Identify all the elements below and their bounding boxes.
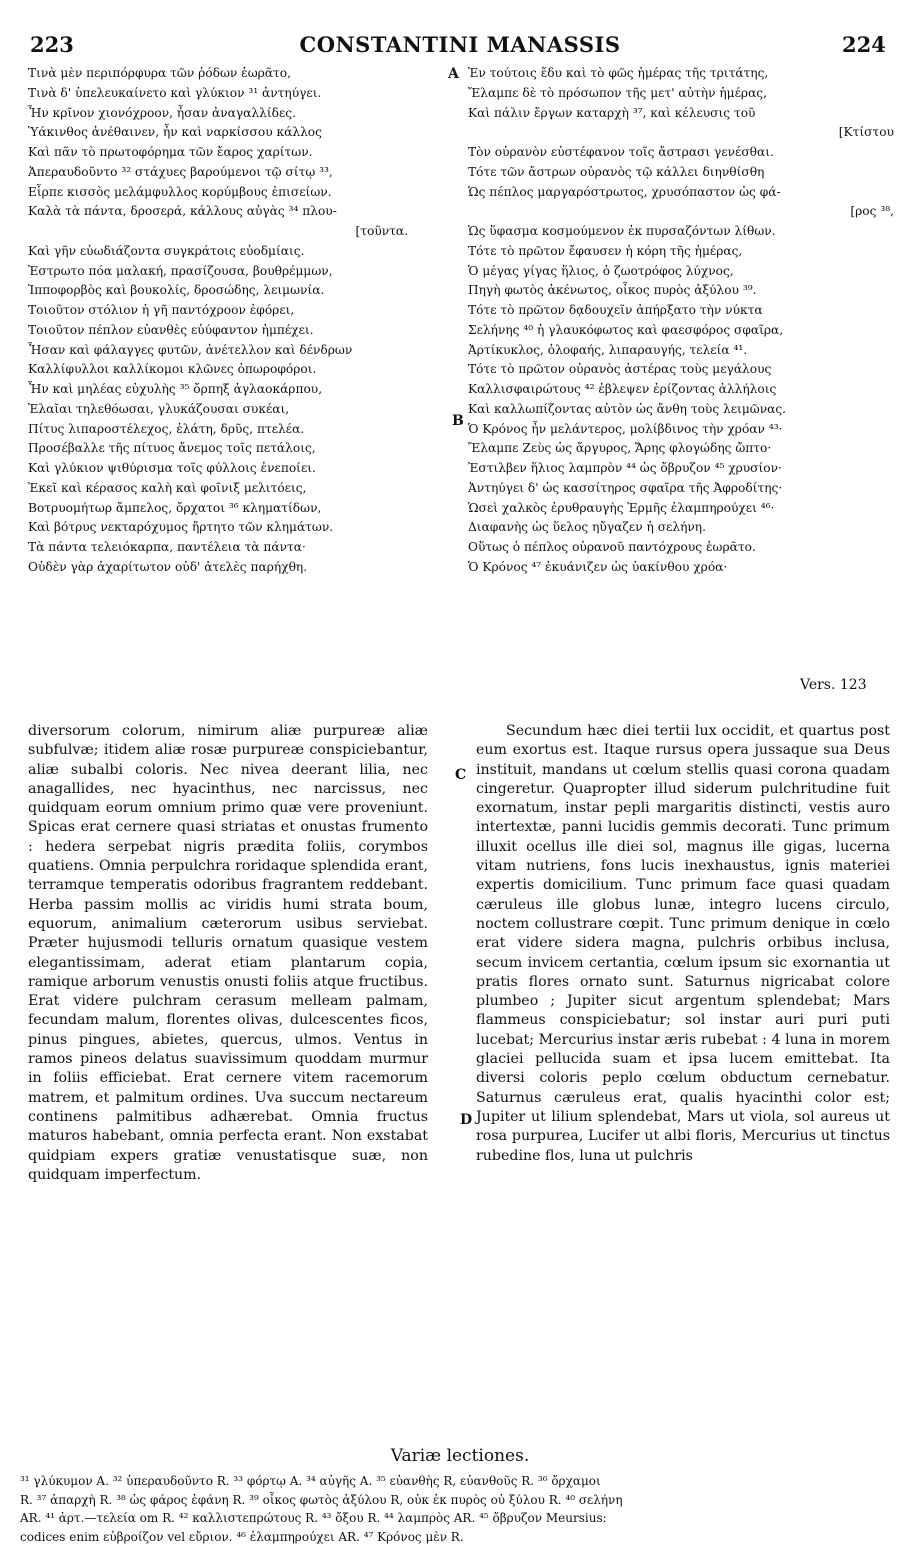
variant-note-line: R. ³⁷ ἀπαρχὴ R. ³⁸ ὡς φάρος ἐφάνη R. ³⁹ οἶκος φωτὸς ἀξύλου R, οὐκ ἐκ πυρὸς οὐ ξύλου R. ⁴⁰ σελήνη [20,1491,900,1510]
verse-line: Ἔλαμπε Ζεὺς ὡς ἄργυρος, Ἄρης φλογώδης ὤπτο· [468,439,900,459]
verse-line: Ὁ Κρόνος ⁴⁷ ἐκυάνιζεν ὡς ὑακίνθου χρόα· [468,558,900,578]
verse-line: [τοῦντα. [28,222,448,242]
margin-letter-a: A [448,66,459,82]
verse-line: Ὡσεὶ χαλκὸς ἐρυθραυγὴς Ἑρμῆς ἐλαμπηρούχει ⁴⁶· [468,499,900,519]
verse-line: [Κτίστου [468,123,900,143]
page-number-left: 223 [30,32,74,57]
variant-note-line: codices enim εὐβροίζον vel εὔριον. ⁴⁶ ἐλαμπηρούχει AR. ⁴⁷ Κρόνος μὲν R. [20,1528,900,1546]
verse-line: Καλὰ τὰ πάντα, δροσερά, κάλλους αὐγὰς ³⁴ πλου- [28,202,448,222]
verse-line: Πίτυς λιπαροστέλεχος, ἐλάτη, δρῦς, πτελέα. [28,420,448,440]
verse-line: Σελήνης ⁴⁰ ἡ γλαυκόφωτος καὶ φαεσφόρος σφαῖρα, [468,321,900,341]
verse-line: Ἀντηύγει δ' ὡς κασσίτηρος σφαῖρα τῆς Ἀφροδίτης· [468,479,900,499]
verse-line: Ἐστρωτο πόα μαλακή, πρασίζουσα, βουθρέμμων, [28,262,448,282]
verse-line: Ἦν καὶ μηλέας εὐχυλὴς ³⁵ ὄρπηξ ἀγλαοκάρπου, [28,380,448,400]
verse-line: Ἦν κρῖνον χιονόχροον, ἦσαν ἀναγαλλίδες. [28,104,448,124]
verse-line: Τινὰ δ' ὑπελευκαίνετο καὶ γλύκιον ³¹ ἀντηύγει. [28,84,448,104]
verse-line: Πηγὴ φωτὸς ἀκένωτος, οἶκος πυρὸς ἀξύλου ³⁹. [468,281,900,301]
verse-line: Καλλίφυλλοι καλλίκομοι κλῶνες ὀπωροφόροι. [28,360,448,380]
verse-line: Ἐκεῖ καὶ κέρασος καλὴ καὶ φοῖνιξ μελιτόεις, [28,479,448,499]
verse-line: Τότε τὸ πρῶτον οὐρανὸς ἀστέρας τοὺς μεγάλους [468,360,900,380]
verse-line: Ὑάκινθος ἀνέθαινεν, ἦν καὶ ναρκίσσου κάλλος [28,123,448,143]
greek-verse-right [468,64,900,578]
margin-letter-c: C [455,767,466,783]
verse-line: Προσέβαλλε τῆς πίτυος ἄνεμος τοῖς πετάλοις, [28,439,448,459]
verse-line: Ἱπποφορβὸς καὶ βουκολίς, δροσώδης, λειμωνία. [28,281,448,301]
variae-lectiones-notes [20,1472,900,1546]
variae-lectiones-title: Variæ lectiones. [0,1446,920,1466]
verse-line: [ρος ³⁸, [468,202,900,222]
verse-line: Τοιοῦτον στόλιον ἡ γῆ παντόχροον ἐφόρει, [28,301,448,321]
latin-paragraph-left: diversorum colorum, nimirum aliæ purpureæ aliæ subfulvæ; itidem aliæ rosæ purpureæ conspiciebantur, aliæ subalbi coloris. Nec nivea deerant lilia, nec anagallides, nec hyacinthus, nec narcissus, nec quidquam eorum omnium primo quæ vere proveniunt. Spicas erat cernere quasi striatas et onustas frumento : hedera serpebat nigris prædita foliis, corymbos quatiens. Omnia perpulchra roridaque splendida erant, terramque temperatis odoribus fragrantem reddebant. Herba passim mollis ac viridis humi strata boum, equorum, animalium cæterorum usibus serviebat. Præter hujusmodi telluris ornatum quasique vestem elegantissimam, aderat etiam plantarum copia, ramique arborum venustis onusti foliis atque fructibus. Erat videre pulchram cerasum melleam palmam, fecundam malum, florentes olivas, dulcescentes ficos, pinus pingues, abietes, quercus, ulmos. Ventus in ramos pineos delatus suavissimum quoddam murmur in foliis efficiebat. Erat cernere vitem racemorum matrem, et palmitum ordines. Uva succum nectareum continens palmitibus adhærebat. Omnia fructus maturos habebant, omnia perfecta erant. Non exstabat quidpiam expers gratiæ venustatisque suæ, non quidquam imperfectum. [28,722,428,1185]
verse-line: Ἀρτίκυκλος, ὁλοφαής, λιπαραυγής, τελεία ⁴¹. [468,341,900,361]
verse-line: Διαφανὴς ὡς ὕελος ηὔγαζεν ἡ σελήνη. [468,518,900,538]
verse-line: Καὶ γῆν εὐωδιάζοντα συγκράτοις εὐοδμίαις. [28,242,448,262]
verse-line: Ἦσαν καὶ φάλαγγες φυτῶν, ἀνέτελλον καὶ δένδρων [28,341,448,361]
verse-line: Τοιοῦτον πέπλον εὐανθὲς εὐύφαντον ἠμπέχει. [28,321,448,341]
verse-line: Ὁ μέγας γίγας ἥλιος, ὁ ζωοτρόφος λύχνος, [468,262,900,282]
variant-note-line: ³¹ γλύκυμον A. ³² ὑπεραυδοῦντο R. ³³ φόρτῳ A. ³⁴ αὐγῆς A. ³⁵ εὐανθὴς R, εὐανθοῦς R. ³⁶ ὄρχαμοι [20,1472,900,1491]
verse-line: Οὐδὲν γὰρ ἀχαρίτωτον οὐδ' ἀτελὲς παρήχθη. [28,558,448,578]
margin-letter-b: B [452,413,464,429]
verse-line: Τότε τῶν ἄστρων οὐρανὸς τῷ κάλλει διηνθίσθη [468,163,900,183]
verse-line: Βοτρυομήτωρ ἄμπελος, ὄρχατοι ³⁶ κληματίδων, [28,499,448,519]
verse-line: Ἀπεραυδοῦντο ³² στάχυες βαρούμενοι τῷ σίτῳ ³³, [28,163,448,183]
verse-line: Καὶ βότρυς νεκταρόχυμος ἤρτητο τῶν κλημάτων. [28,518,448,538]
verse-line: Ὡς ὕφασμα κοσμούμενον ἐκ πυρσαζόντων λίθων. [468,222,900,242]
page-number-right: 224 [842,32,886,57]
greek-verse-left [28,64,448,578]
latin-text-left [28,722,428,1185]
verse-line: Καὶ πάλιν ἔργων καταρχὴ ³⁷, καὶ κέλευσις τοῦ [468,104,900,124]
verse-line: Ἐν τούτοις ἔδυ καὶ τὸ φῶς ἡμέρας τῆς τριτάτης, [468,64,900,84]
verse-line: Τὰ πάντα τελειόκαρπα, παντέλεια τὰ πάντα· [28,538,448,558]
verse-line: Ὁ Κρόνος ἦν μελάντερος, μολίβδινος τὴν χρόαν ⁴³· [468,420,900,440]
verse-line: Εἷρπε κισσὸς μελάμφυλλος κορύμβους ἐπισείων. [28,183,448,203]
verse-line: Τότε τὸ πρῶτον ἔφαυσεν ἡ κόρη τῆς ἡμέρας, [468,242,900,262]
verse-line: Καὶ γλύκιον ψιθύρισμα τοῖς φύλλοις ἐνεποίει. [28,459,448,479]
verse-line: Τὸν οὐρανὸν εὐστέφανον τοῖς ἄστρασι γενέσθαι. [468,143,900,163]
verse-line: Οὕτως ὁ πέπλος οὐρανοῦ παντόχρους ἑωρᾶτο. [468,538,900,558]
verse-reference: Vers. 123 [800,676,867,695]
verse-line: Ἐστιλβεν ἥλιος λαμπρὸν ⁴⁴ ὡς ὄβρυζον ⁴⁵ χρυσίον· [468,459,900,479]
verse-line: Καλλισφαιρώτους ⁴² ἐβλεψεν ἐρίζοντας ἀλλήλοις [468,380,900,400]
running-title: CONSTANTINI MANASSIS [0,32,920,57]
latin-text-right [476,722,890,1166]
variant-note-line: AR. ⁴¹ ἀρτ.—τελεία om R. ⁴² καλλιστεπρώτους R. ⁴³ ὄξου R. ⁴⁴ λαμπρὸς AR. ⁴⁵ ὄβρυζον Meursius: [20,1509,900,1528]
latin-paragraph-right: Secundum hæc diei tertii lux occidit, et quartus post eum exortus est. Itaque rursus opera jussaque sua Deus instituit, mandans ut cœlum stellis quasi corona quadam cingeretur. Quapropter illud siderum pulchritudine fuit exornatum, instar pepli margaritis distincti, vestis auro intertextæ, panni lucidis gemmis decorati. Tunc primum illuxit ocellus ille diei sol, magnus ille gigas, lucerna vitam nutriens, fons lucis inexhaustus, ignis materiei expertis domicilium. Tunc primum face quasi quadam cæruleus ille globus lunæ, integro lucens circulo, noctem collustrare cœpit. Tunc primum denique in cœlo erat videre sidera magna, pulchris orbibus inclusa, secum invicem certantia, cœlum ipsum sic exornantia ut pratis flores ornato sunt. Saturnus nigricabat colore plumbeo ; Jupiter sicut argentum splendebat; Mars flammeus conspiciebatur; sol instar auri puri puti lucebat; Mercurius instar æris rubebat : 4 luna in morem glaciei pellucida suam et ipsa lucem emittebat. Ita diversi coloris peplo cœlum obductum cernebatur. Saturnus cæruleus erat, qualis hyacinthi color est; Jupiter ut lilium splendebat, Mars ut viola, sol aureus ut rosa purpurea, Lucifer ut albi floris, Mercurius ut tinctus rubedine flos, luna ut pulchris [476,722,890,1166]
verse-line: Καὶ πᾶν τὸ πρωτοφόρημα τῶν ἔαρος χαρίτων. [28,143,448,163]
verse-line: Ἐλαῖαι τηλεθόωσαι, γλυκάζουσαι συκέαι, [28,400,448,420]
margin-letter-d: D [460,1112,472,1128]
verse-line: Τότε τὸ πρῶτον δᾳδουχεῖν ἀπήρξατο τὴν νύκτα [468,301,900,321]
verse-line: Ἔλαμπε δὲ τὸ πρόσωπον τῆς μετ' αὐτὴν ἡμέρας, [468,84,900,104]
verse-line: Ὡς πέπλος μαργαρόστρωτος, χρυσόπαστον ὡς φά- [468,183,900,203]
verse-line: Τινὰ μὲν περιπόρφυρα τῶν ῥόδων ἑωρᾶτο, [28,64,448,84]
verse-line: Καὶ καλλωπίζοντας αὐτὸν ὡς ἄνθη τοὺς λειμῶνας. [468,400,900,420]
